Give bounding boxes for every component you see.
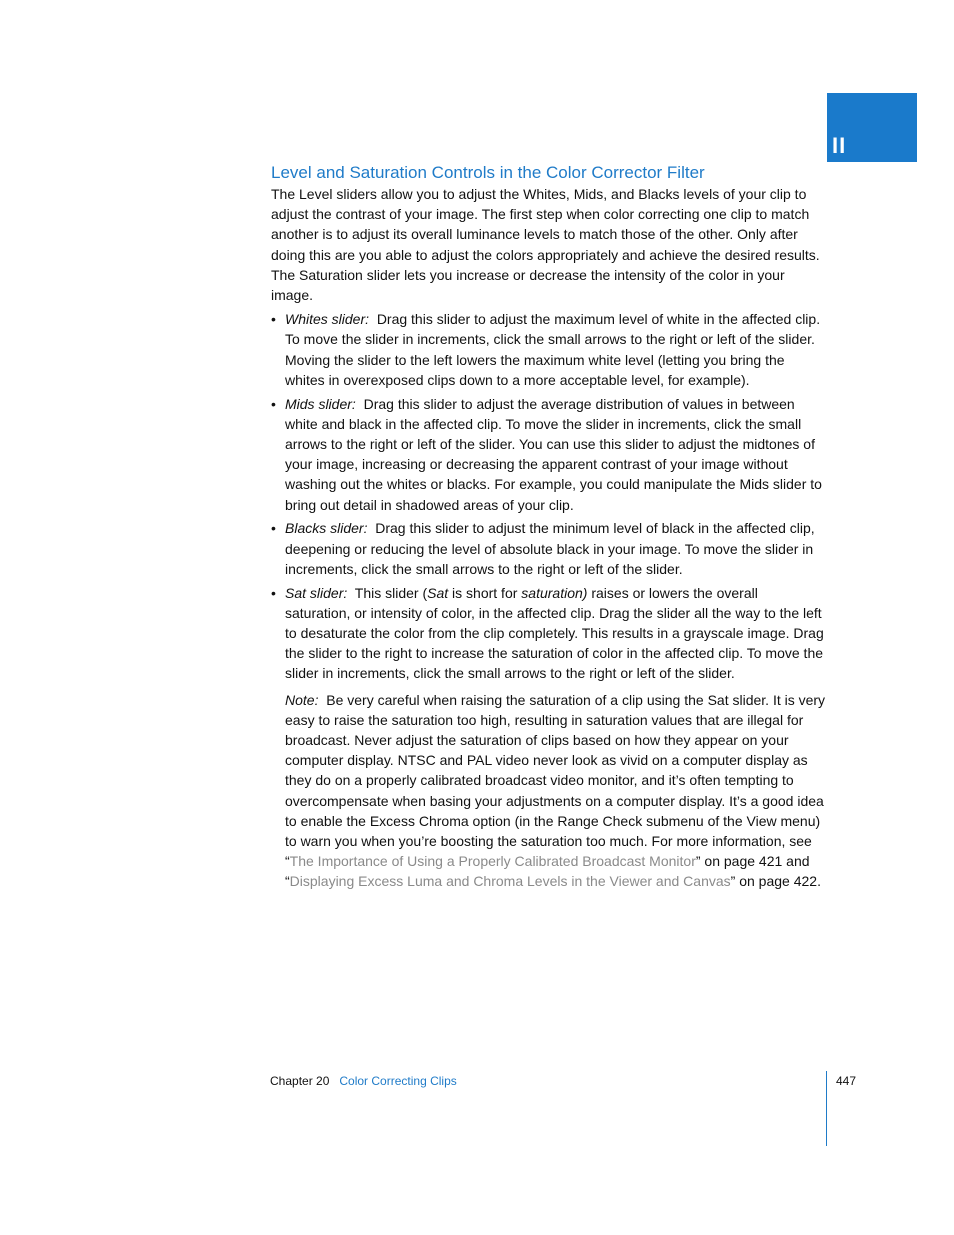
- list-item-whites: [271, 309, 827, 390]
- term-mids: Mids slider:: [285, 395, 356, 412]
- note-paragraph: [285, 690, 827, 892]
- xref-link-excess-luma[interactable]: Displaying Excess Luma and Chroma Levels in the Viewer and Canvas: [289, 873, 731, 890]
- note-end: ” on page 422.: [730, 873, 821, 890]
- note-mid: ” on page 421 and “: [285, 853, 810, 890]
- text-mids: Drag this slider to adjust the average distribution of values in between white and black in the affected clip. To move the slider in increments, click the small arrows to the right or left of the slider. You can use this slider to adjust the midtones of your image, increasing or decreasing the apparent contrast of your image without washing out the whites or blacks. For example, you could manipulate the Mids slider to bring out detail in shadowed areas of your clip.: [285, 395, 822, 513]
- bullet-glyph: •: [271, 520, 276, 537]
- footer-chapter-title-link[interactable]: Color Correcting Clips: [339, 1074, 457, 1088]
- text-sat-a: This slider (: [354, 584, 428, 601]
- part-tab-label: II: [832, 133, 847, 158]
- part-tab: [827, 93, 917, 162]
- term-blacks: Blacks slider:: [285, 520, 368, 537]
- text-sat-c: raises or lowers the overall saturation, or intensity of color, in the affected clip. Drag the slider all the way to the left to desaturate the color from the clip completely. This results in a grayscale image. Drag the slider to the right to increase the saturation of color in the affected clip. To move the slider in increments, click the small arrows to the right or left of the slider.: [285, 584, 824, 682]
- text-blacks: Drag this slider to adjust the minimum level of black in the affected clip, deepening or reducing the level of absolute black in your image. To move the slider in increments, click the small arrows to the right or left of the slider.: [285, 520, 815, 577]
- xref-link-calibrated-monitor[interactable]: The Importance of Using a Properly Calibrated Broadcast Monitor: [289, 853, 696, 870]
- text-sat-b: is short for: [448, 584, 522, 601]
- slider-list: [271, 309, 827, 683]
- term-saturation-inline: saturation): [521, 584, 588, 601]
- footer-chapter-label: Chapter 20: [270, 1074, 330, 1088]
- footer-divider: [826, 1071, 827, 1146]
- note-label: Note:: [285, 691, 319, 708]
- term-sat-inline: Sat: [427, 584, 449, 601]
- bullet-glyph: •: [271, 584, 276, 601]
- note-text: Be very careful when raising the saturation of a clip using the Sat slider. It is very easy to raise the saturation too high, resulting in saturation values that are illegal for broadcast. Never adjust the saturation of clips based on how they appear on your computer display. NTSC and PAL video never look as vivid on a computer display as they do on a properly calibrated broadcast video monitor, and it’s often tempting to overcompensate when basing your adjustments on a computer display. It’s a good idea to enable the Excess Chroma option (in the Range Check submenu of the View menu) to warn you when you’re boosting the saturation too much. For more information, see “: [285, 691, 826, 870]
- term-whites: Whites slider:: [285, 311, 370, 328]
- term-sat: Sat slider:: [285, 584, 348, 601]
- page-content: [271, 162, 827, 892]
- list-item-mids: [271, 394, 827, 515]
- list-item-sat: [271, 583, 827, 684]
- intro-paragraph: The Level sliders allow you to adjust the Whites, Mids, and Blacks levels of your clip to adjust the contrast of your image. The first step when color correcting one clip to match another is to adjust its overall luminance levels to match those of the other. Only after doing this are you able to adjust the colors appropriately and achieve the desired results. The Saturation slider lets you increase or decrease the intensity of the color in your image.: [271, 186, 820, 304]
- footer-chapter: [270, 1073, 457, 1089]
- bullet-glyph: •: [271, 395, 276, 412]
- text-whites: Drag this slider to adjust the maximum level of white in the affected clip. To move the slider in increments, click the small arrows to the right or left of the slider. Moving the slider to the left lowers the maximum white level (letting you bring the whites in overexposed clips down to a more acceptable level, for example).: [285, 311, 821, 388]
- bullet-glyph: •: [271, 311, 276, 328]
- list-item-blacks: [271, 518, 827, 579]
- section-heading: Level and Saturation Controls in the Color Corrector Filter: [271, 163, 705, 182]
- footer-page-number: 447: [836, 1074, 857, 1088]
